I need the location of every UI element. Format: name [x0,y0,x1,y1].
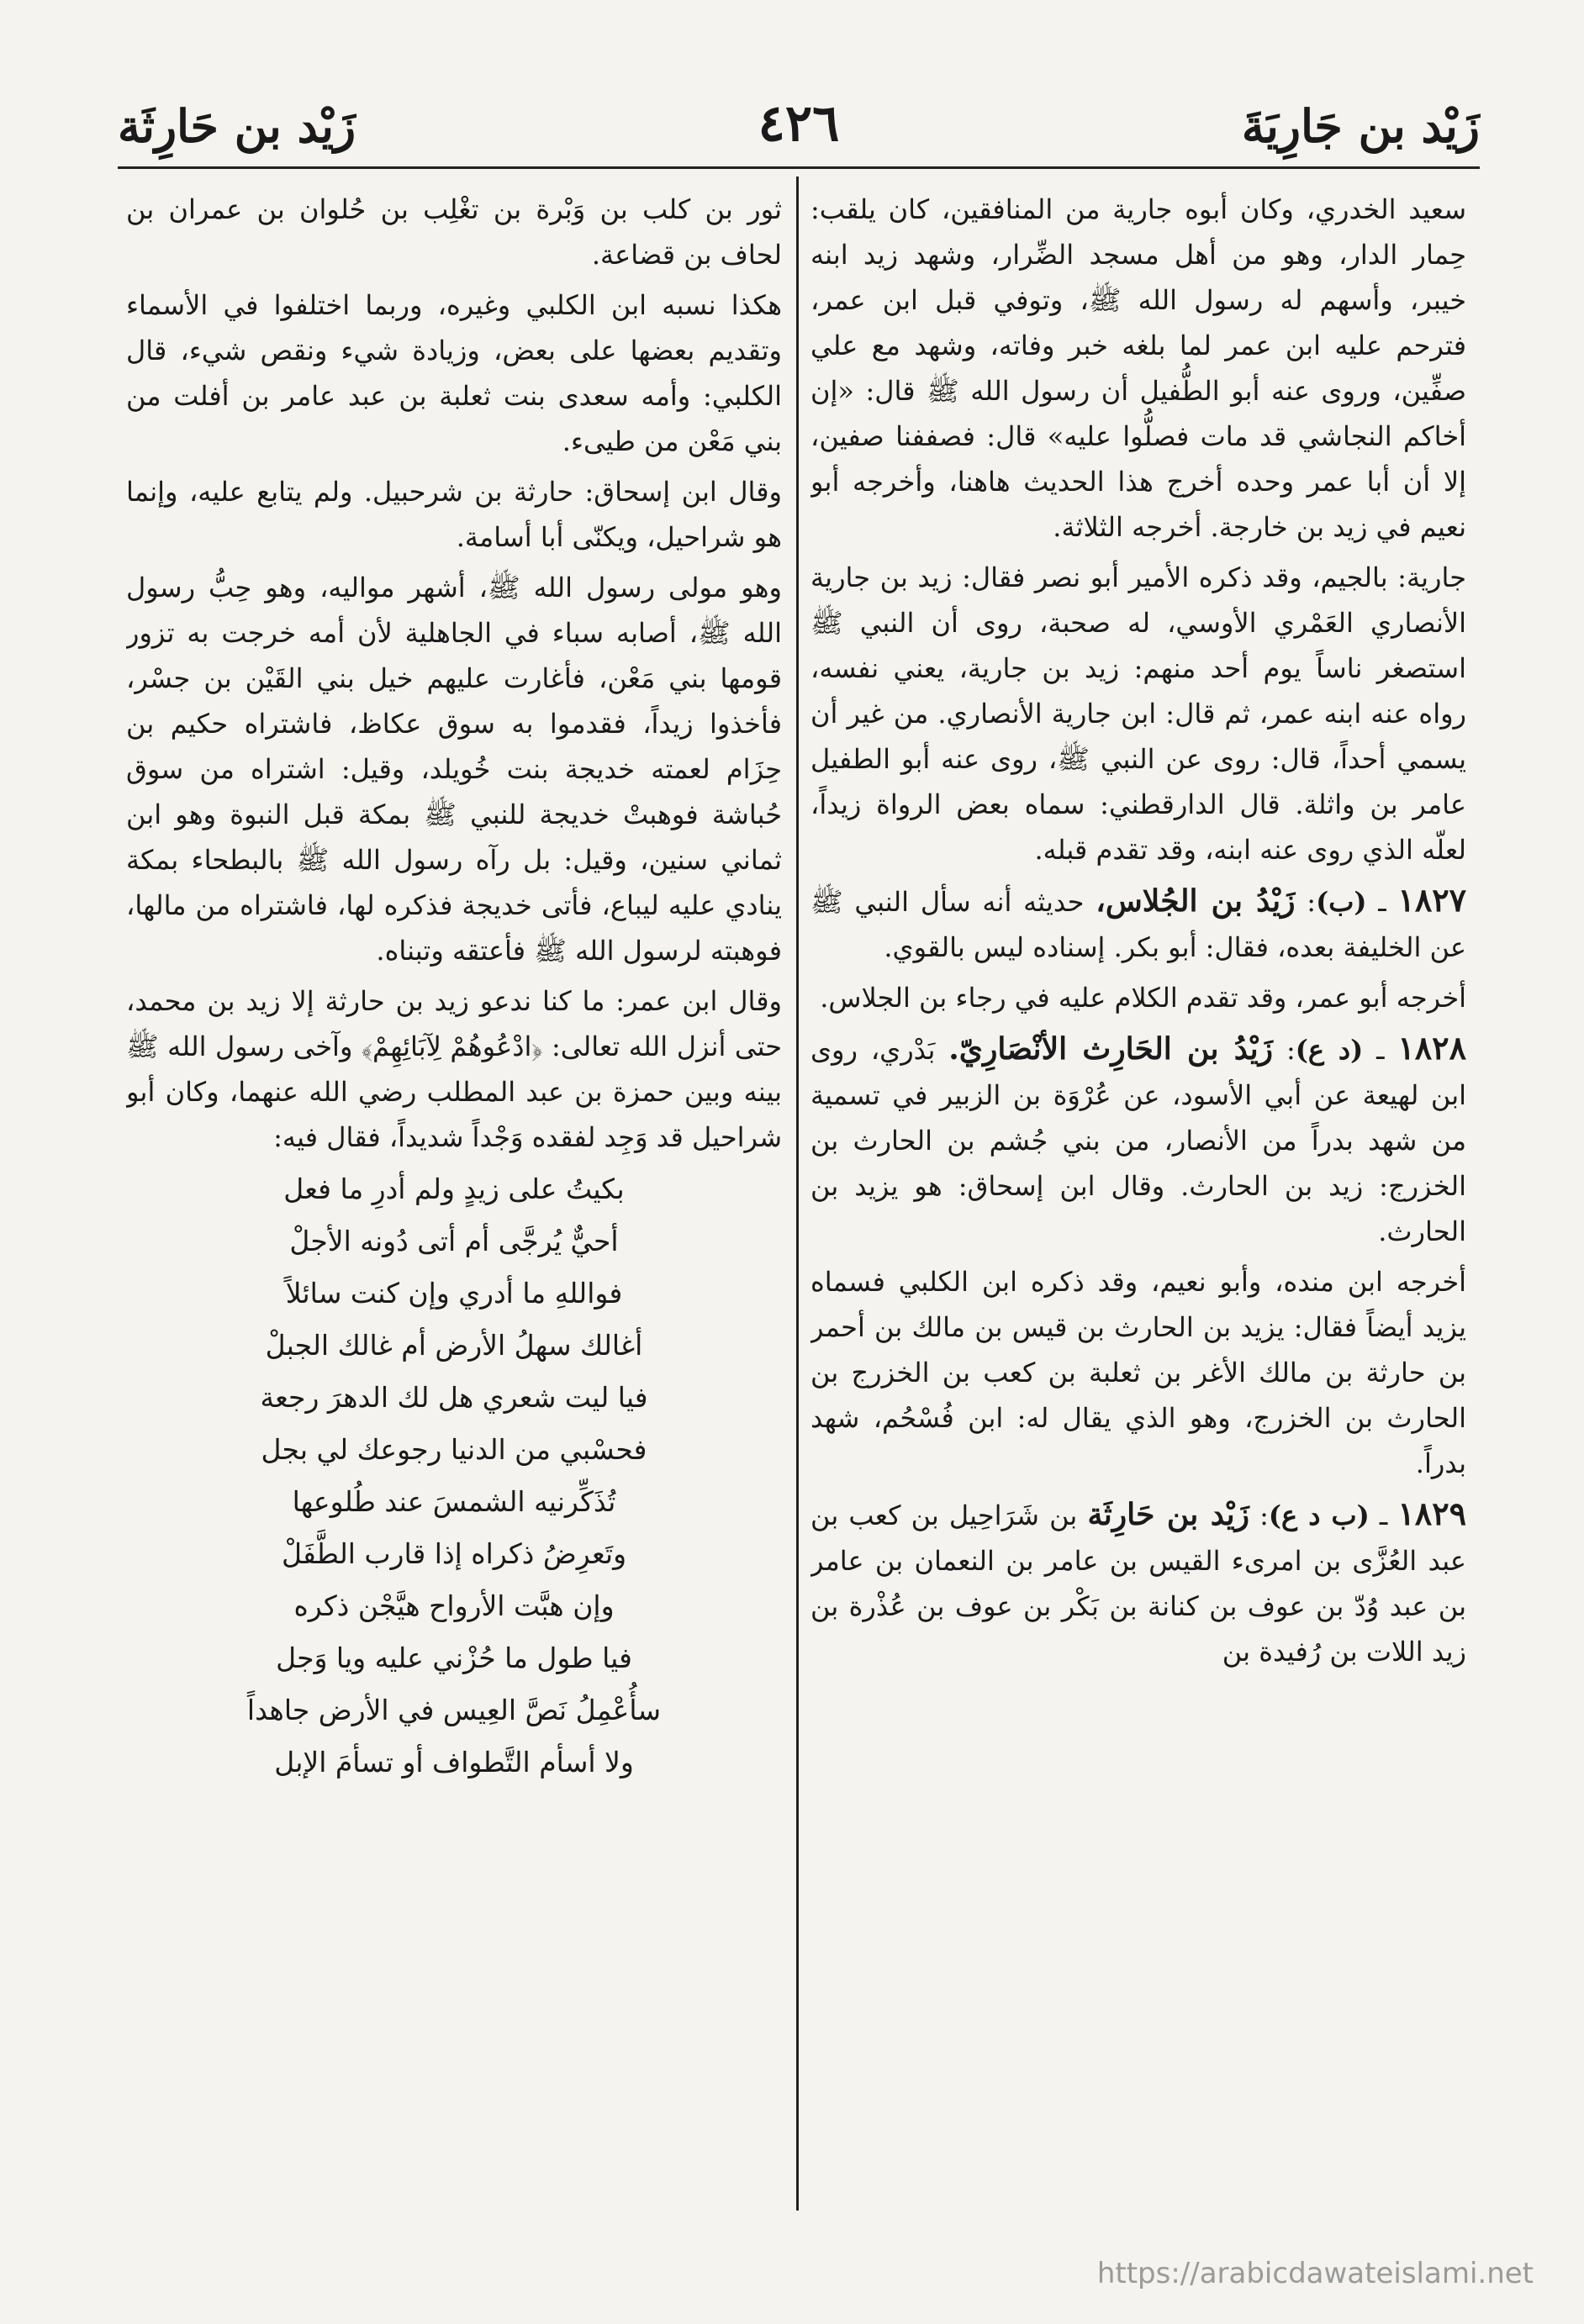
poem-verse: أحيٌّ يُرجَّى أم أتى دُونه الأجلْ [289,1225,619,1257]
entry-name: زَيْدُ بن الحَارِث الأنْصَارِيّ. [948,1031,1274,1067]
poem-verse: فيا طول ما حُزْني عليه ويا وَجل [276,1642,632,1674]
paragraph: ثور بن كلب بن وَبْرة بن تغْلِب بن حُلوان بن عمران بن لحاف بن قضاعة. [126,193,782,271]
poem-verse: أغالك سهلُ الأرض أم غالك الجبلْ [265,1329,643,1362]
entry-paragraph: ١٨٢٩ ـ (ب د ع): زَيْد بن حَارِثَة بن شَرَاحِيل بن كعب بن عبد العُزَّى بن امرىء القيس بن عامر بن النعمان بن عامر بن عبد وُدّ بن عوف بن كنانة بن بَكْر بن عوف بن عُذْرة بن زيد اللات بن رُفيدة بن [810,1494,1466,1668]
entry-code: (د ع) [1295,1034,1364,1066]
paragraph: هكذا نسبه ابن الكلبي وغيره، وربما اختلفوا في الأسماء وتقديم بعضها على بعض، وزيادة شيء ونقص شيء، قال الكلبي: وأمه سعدى بنت ثعلبة بن عبد عامر بن أفلت من بني مَعْن من طيىء. [126,289,782,457]
watermark-url: https://arabicdawateislami.net [1096,2257,1534,2290]
paragraph: أخرجه ابن منده، وأبو نعيم، وقد ذكره ابن الكلبي فسماه يزيد أيضاً فقال: يزيد بن الحارث بن قيس بن مالك بن أحمر بن حارثة بن مالك الأغر بن ثعلبة بن كعب بن الخزرج بن الحارث بن الخزرج، وهو الذي يقال له: ابن فُسْحُم، شهد بدراً. [810,1266,1466,1479]
entry-name: زَيْدُ بن الجُلاس، [1096,883,1296,919]
running-title-left: زَيْد بن حَارِثَة [118,99,356,153]
page-header [118,91,1480,158]
entry-text: بن شَرَاحِيل بن كعب بن عبد العُزَّى بن امرىء القيس بن عامر بن النعمان بن عامر بن عبد وُدّ بن عوف بن كنانة بن بَكْر بن عوف بن عُذْرة بن زيد اللات بن رُفيدة بن [810,1499,1466,1668]
poem-verse: تُذَكِّرنيه الشمسَ عند طُلوعها [292,1485,616,1518]
poem-verse: ولا أسأم التَّطواف أو تسأمَ الإبل [274,1746,634,1779]
entry-paragraph: ١٨٢٨ ـ (د ع): زَيْدُ بن الحَارِث الأنْصَارِيّ. بَدْري، روى ابن لهيعة عن أبي الأسود، عن عُرْوَة بن الزبير في تسمية من شهد بدراً من الأنصار، من بني جُشم بن الحارث بن الخزرج: زيد بن الحارث. وقال ابن إسحاق: هو يزيد بن الحارث. [810,1029,1466,1247]
entry-paragraph: ١٨٢٧ ـ (ب): زَيْدُ بن الجُلاس، حديثه أنه سأل النبي ﷺ عن الخليفة بعده، فقال: أبو بكر. إسناده ليس بالقوي. [810,881,1466,963]
poem-verse: وتَعرِضُ ذكراه إذا قارب الطَّفَلْ [281,1537,627,1570]
column-divider [796,177,799,2211]
right-column [810,187,1466,2204]
poem-verse: فحسْبي من الدنيا رجوعك لي بجل [261,1433,647,1466]
paragraph: جارية: بالجيم، وقد ذكره الأمير أبو نصر فقال: زيد بن جارية الأنصاري العَمْري الأوسي، له صحبة، روى أن النبي ﷺ استصغر ناساً يوم أحد منهم: زيد بن جارية، يعني نفسه، رواه عنه ابنه عمر، ثم قال: ابن جارية الأنصاري. من غير أن يسمي أحداً، قال: روى عن النبي ﷺ، روى عنه أبو الطفيل عامر بن واثلة. قال الدارقطني: سماه بعض الرواة زيداً، لعلّه الذي روى عنه ابنه، وقد تقدم قبله. [810,561,1466,866]
poem-verse: سأُعْمِلُ نَصَّ العِيس في الأرض جاهداً [246,1694,662,1726]
entry-name: زَيْد بن حَارِثَة [1087,1497,1250,1532]
entry-code: (ب) [1316,886,1367,918]
poem-verse: وإن هبَّت الأرواح هيَّجْن ذكره [293,1589,615,1622]
poem-verse: فواللهِ ما أدري وإن كنت سائلاً [285,1277,623,1310]
paragraph: سعيد الخدري، وكان أبوه جارية من المنافقين، كان يلقب: حِمار الدار، وهو من أهل مسجد الضِّرار، وشهد زيد ابنه خيبر، وأسهم له رسول الله ﷺ، وتوفي قبل ابن عمر، فترحم عليه ابن عمر لما بلغه خبر وفاته، وشهد مع علي صفِّين، وروى عنه أبو الطُّفيل أن رسول الله ﷺ قال: «إن أخاكم النجاشي قد مات فصلُّوا عليه» قال: فصففنا صفين، إلا أن أبا عمر وحده أخرج هذا الحديث هاهنا، وأخرجه أبو نعيم في زيد بن خارجة. أخرجه الثلاثة. [810,193,1466,543]
entry-number: ١٨٢٨ [1397,1029,1466,1067]
entry-text: بَدْري، روى ابن لهيعة عن أبي الأسود، عن عُرْوَة بن الزبير في تسمية من شهد بدراً من الأنصار، من بني جُشم بن الحارث بن الخزرج: زيد بن الحارث. وقال ابن إسحاق: هو يزيد بن الحارث. [810,1034,1466,1247]
poem-verse: بكيتُ على زيدٍ ولم أدرِ ما فعل [283,1173,625,1205]
paragraph: وقال ابن إسحاق: حارثة بن شرحبيل. ولم يتابع عليه، وإنما هو شراحيل، ويكنّى أبا أسامة. [126,476,782,553]
entry-number: ١٨٢٧ [1397,881,1466,919]
entry-number: ١٨٢٩ [1397,1494,1466,1532]
page-number: ٤٢٦ [758,94,840,153]
entry-code: (ب د ع) [1268,1499,1370,1531]
header-rule [118,166,1480,169]
entry-text: حديثه أنه سأل النبي ﷺ عن الخليفة بعده، فقال: أبو بكر. إسناده ليس بالقوي. [810,886,1466,963]
paragraph: وقال ابن عمر: ما كنا ندعو زيد بن حارثة إلا زيد بن محمد، حتى أنزل الله تعالى: ﴿ادْعُوهُمْ لِآبَائِهِمْ﴾ وآخى رسول الله ﷺ بينه وبين حمزة بن عبد المطلب رضي الله عنهما، وكان أبو شراحيل قد وَجِد لفقده وَجْداً شديداً، فقال فيه: [126,985,782,1153]
running-title-right: زَيْد بن جَارِيَةَ [1241,99,1480,153]
paragraph: وهو مولى رسول الله ﷺ، أشهر مواليه، وهو حِبُّ رسول الله ﷺ، أصابه سباء في الجاهلية لأن أمه خرجت به تزور قومها بني مَعْن، فأغارت عليهم خيل بني القَيْن بن جسْر، فأخذوا زيداً، فقدموا به سوق عكاظ، فاشتراه حكيم بن حِزَام لعمته خديجة بنت خُويلد، وقيل: اشتراه من سوق حُباشة فوهبتْ خديجة للنبي ﷺ بمكة قبل النبوة وهو ابن ثماني سنين، وقيل: بل رآه رسول الله ﷺ بالبطحاء بمكة ينادي عليه ليباع، فأتى خديجة فذكره لها، فاشتراه من مالها، فوهبته لرسول الله ﷺ فأعتقه وتبناه. [126,572,782,967]
paragraph: أخرجه أبو عمر، وقد تقدم الكلام عليه في رجاء بن الجلاس. [820,982,1466,1014]
left-column [126,187,782,2204]
poem-verse: فيا ليت شعري هل لك الدهرَ رجعة [260,1381,648,1414]
